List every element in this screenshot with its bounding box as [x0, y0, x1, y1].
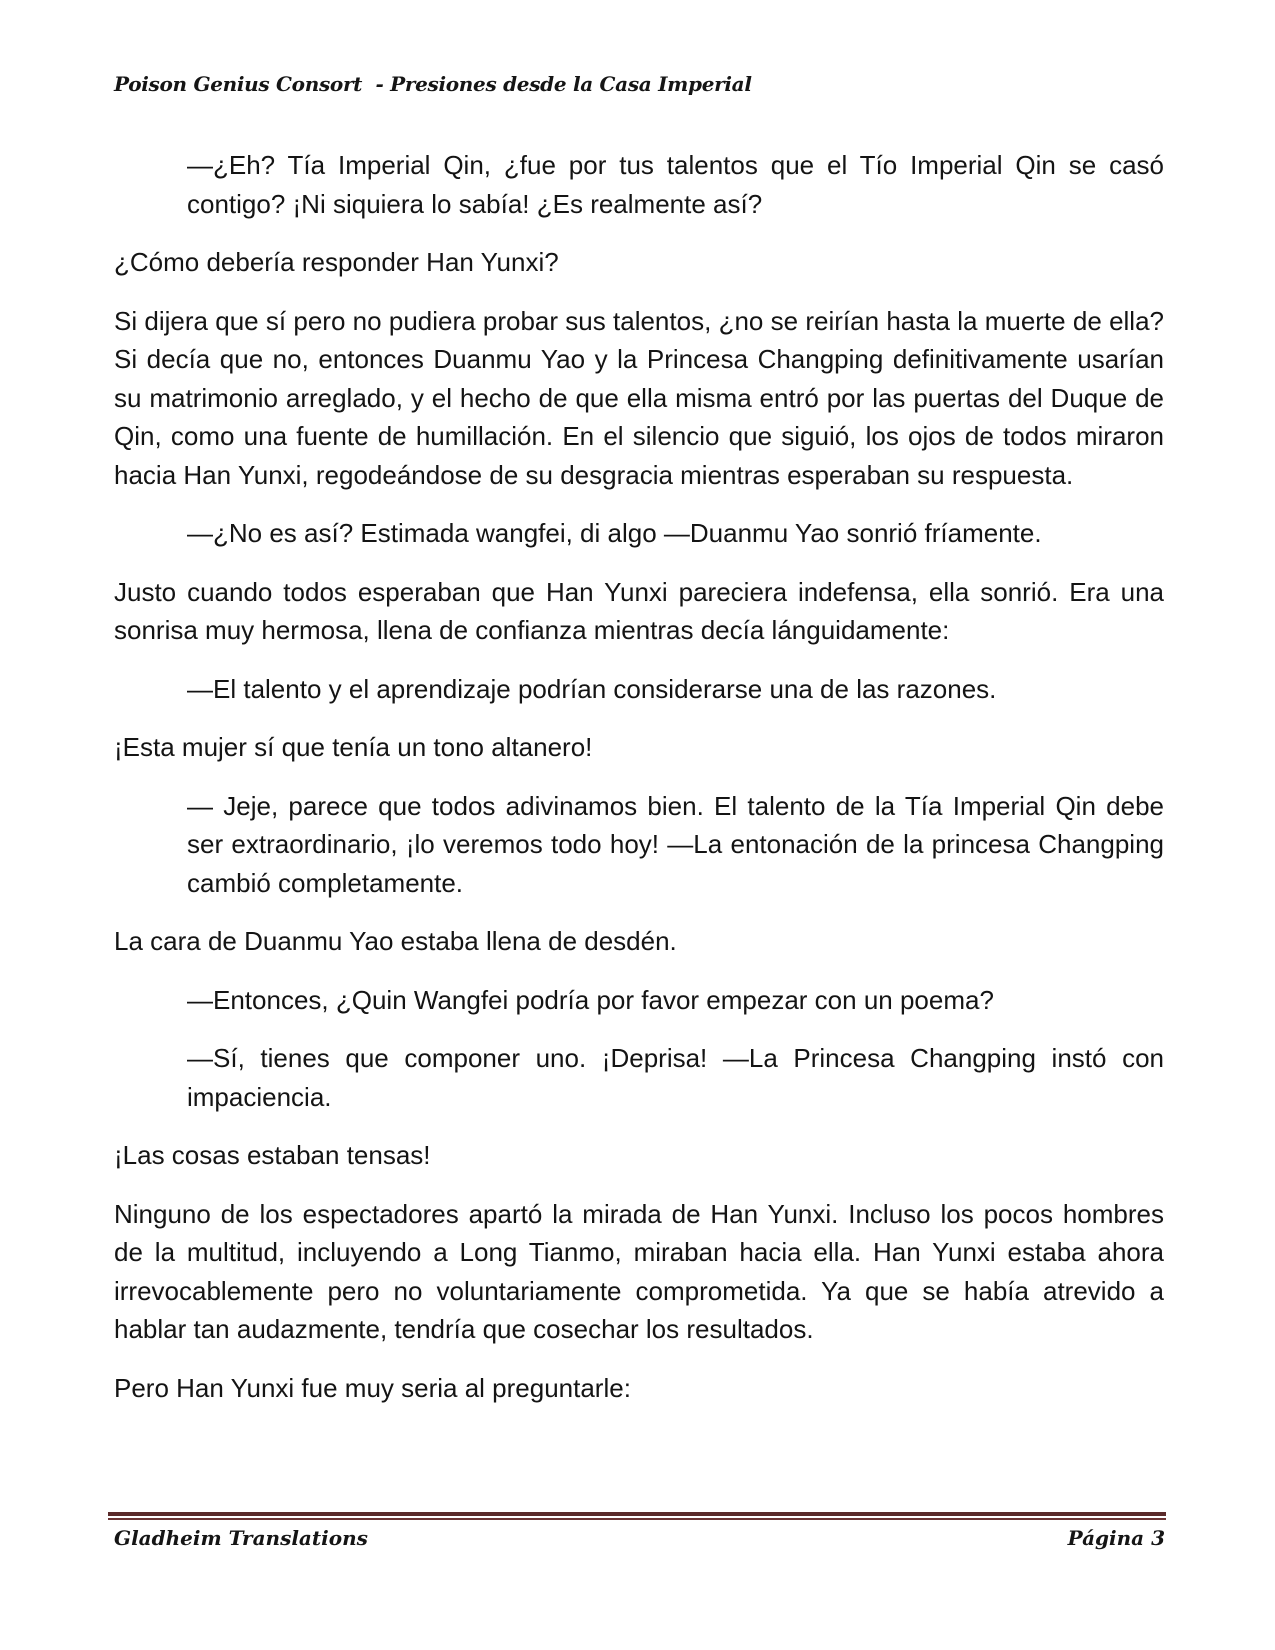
paragraph: ¿Cómo debería responder Han Yunxi? [114, 247, 559, 277]
paragraph: La cara de Duanmu Yao estaba llena de desdén. [114, 926, 677, 956]
footer-publisher: Gladheim Translations [114, 1526, 368, 1550]
document-body [114, 146, 1164, 1427]
paragraph-dialogue: —Sí, tienes que componer uno. ¡Deprisa! —La Princesa Changping instó con impaciencia. [187, 1043, 1164, 1112]
paragraph: Si dijera que sí pero no pudiera probar sus talentos, ¿no se reirían hasta la muerte de ella? Si decía que no, entonces Duanmu Yao y la Princesa Changping definitivamente usarían su matrimonio arreglado, y el hecho de que ella misma entró por las puertas del Duque de Qin, como una fuente de humillación. En el silencio que siguió, los ojos de todos miraron hacia Han Yunxi, regodeándose de su desgracia mientras esperaban su respuesta. [114, 305, 1164, 490]
paragraph: ¡Esta mujer sí que tenía un tono altanero! [114, 732, 593, 762]
paragraph: Pero Han Yunxi fue muy seria al preguntarle: [114, 1372, 631, 1403]
paragraph: ¡Las cosas estaban tensas! [114, 1140, 431, 1170]
paragraph-dialogue: —¿No es así? Estimada wangfei, di algo —Duanmu Yao sonrió fríamente. [187, 518, 1042, 548]
footer-page-number: Página 3 [1067, 1526, 1165, 1550]
paragraph-dialogue: —Entonces, ¿Quin Wangfei podría por favor empezar con un poema? [187, 984, 994, 1015]
paragraph: Ninguno de los espectadores apartó la mirada de Han Yunxi. Incluso los pocos hombres de la multitud, incluyendo a Long Tianmo, miraban hacia ella. Han Yunxi estaba ahora irrevocablemente pero no voluntariamente comprometida. Ya que se había atrevido a hablar tan audazmente, tendría que cosechar los resultados. [114, 1198, 1164, 1344]
footer-divider-thin-line [108, 1518, 1166, 1520]
footer-divider [108, 1512, 1166, 1521]
paragraph-dialogue: —El talento y el aprendizaje podrían considerarse una de las razones. [187, 673, 997, 704]
paragraph-dialogue: —¿Eh? Tía Imperial Qin, ¿fue por tus talentos que el Tío Imperial Qin se casó contigo? ¡Ni siquiera lo sabía! ¿Es realmente así? [187, 150, 1164, 219]
footer-divider-thick-line [108, 1512, 1166, 1516]
paragraph: Justo cuando todos esperaban que Han Yunxi pareciera indefensa, ella sonrió. Era una sonrisa muy hermosa, llena de confianza mientras decía lánguidamente: [114, 576, 1164, 645]
paragraph-dialogue: — Jeje, parece que todos adivinamos bien. El talento de la Tía Imperial Qin debe ser extraordinario, ¡lo veremos todo hoy! —La entonación de la princesa Changping cambió completamente. [187, 790, 1164, 898]
page-header-title: Poison Genius Consort - Presiones desde la Casa Imperial [114, 72, 752, 96]
